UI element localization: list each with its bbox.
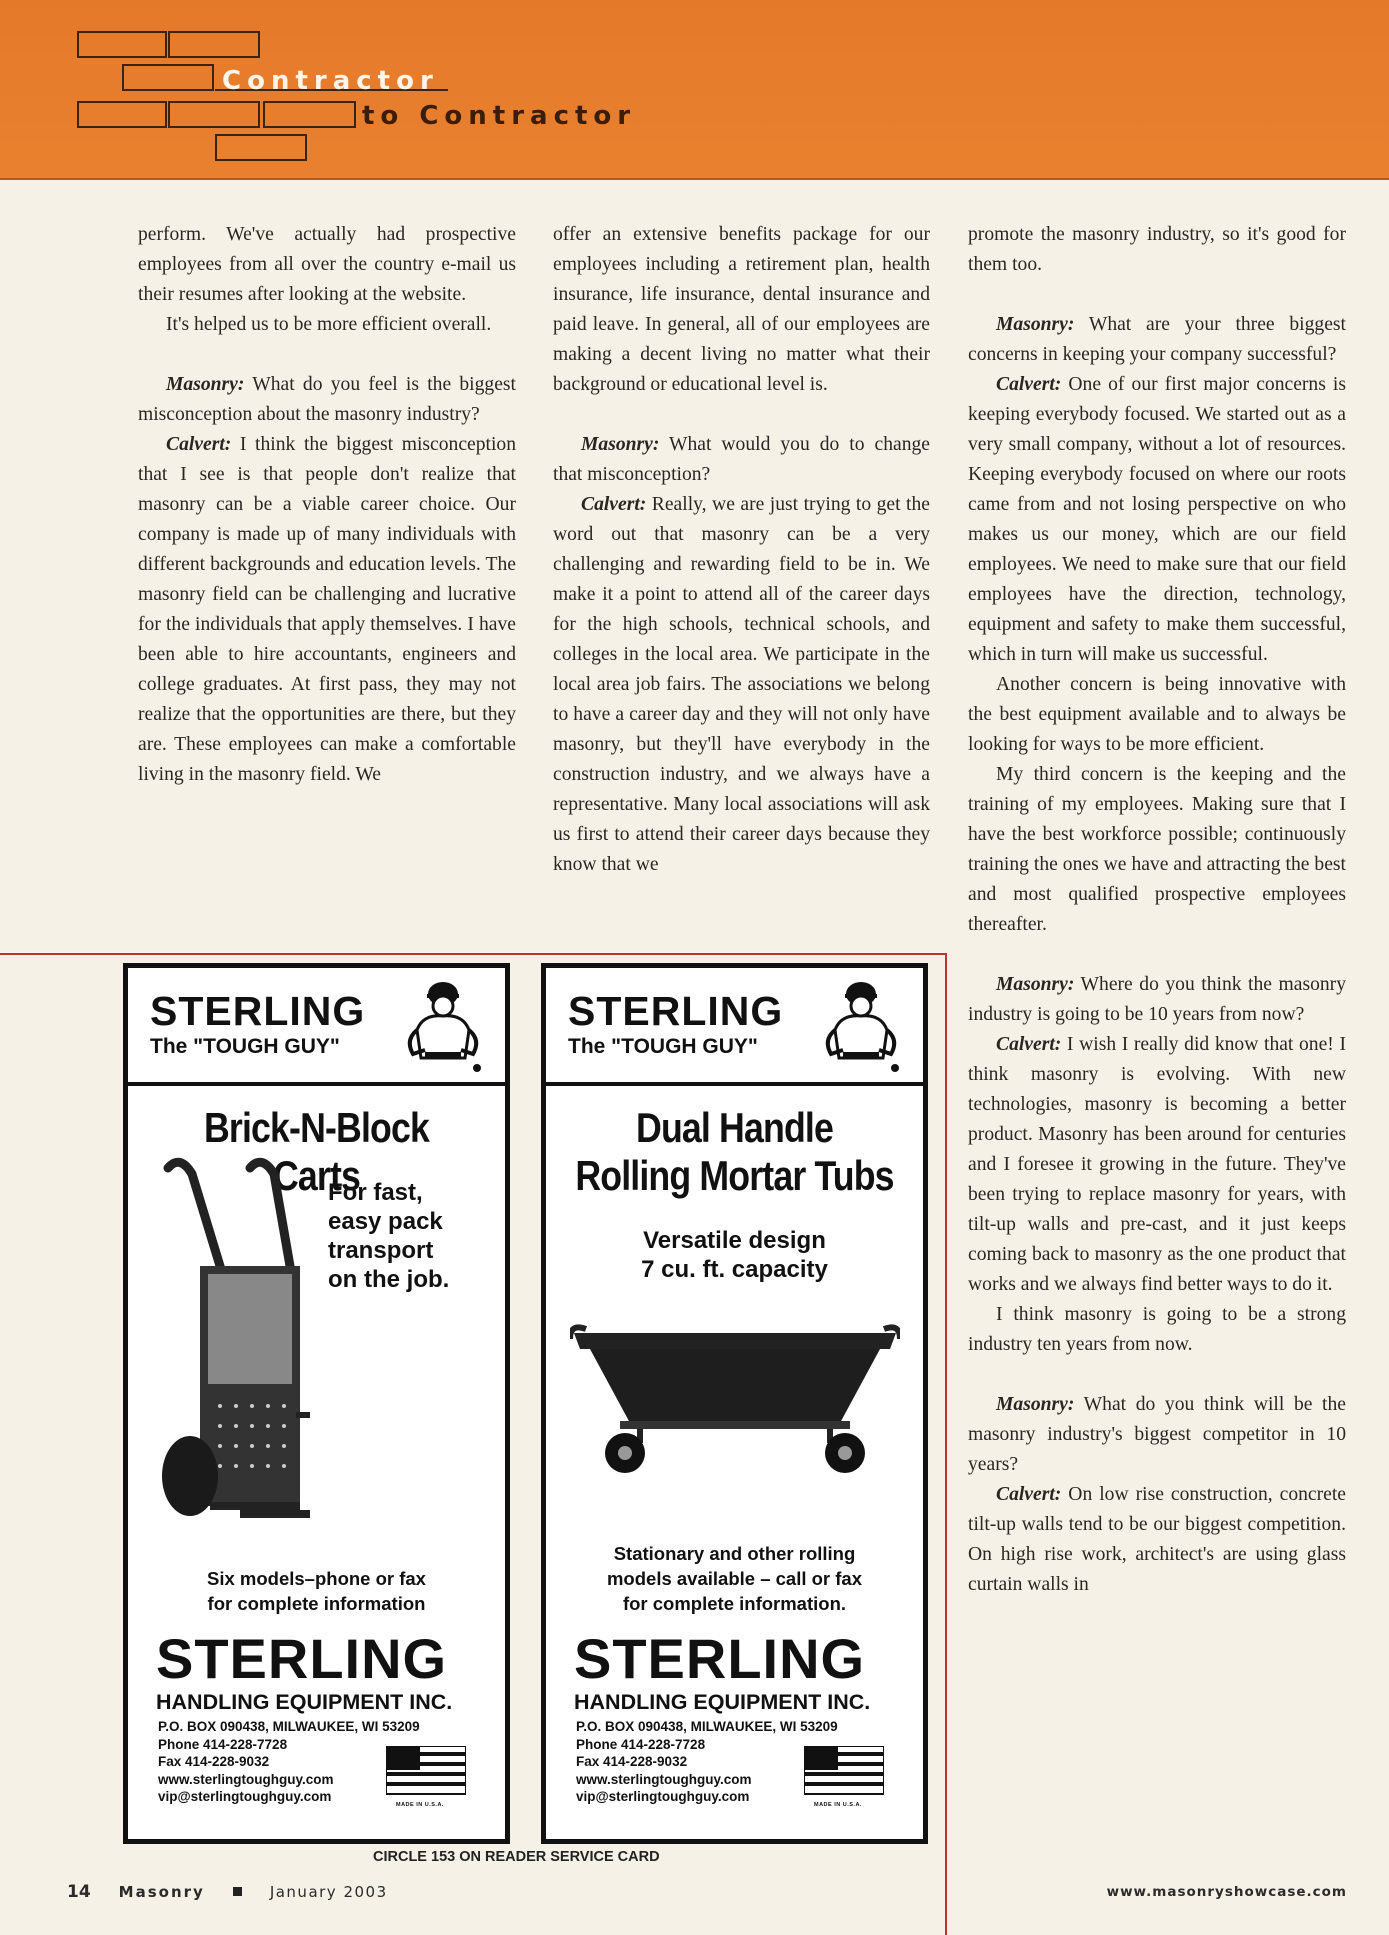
paragraph: perform. We've actually had prospective employees from all over the country e-mail us their resumes after looking at the website. — [138, 224, 516, 305]
note-line: for complete information. — [622, 1593, 847, 1614]
paragraph: It's helped us to be more efficient overall. — [166, 314, 492, 335]
brand-tagline: The "TOUGH GUY" — [568, 1035, 758, 1058]
advertisement-brick-carts — [123, 963, 510, 1844]
answer-text: One of our first major concerns is keeping everybody focused. We started out as a very small company, without a lot of resources. Keeping everybody focused on where our roots came from and not losing perspective on who makes us our money, which are our field employees. We need to make sure that our field employees have the direction, technology, equipment and safety to make them successful, which in turn will make us successful. — [968, 374, 1346, 665]
us-flag-icon — [386, 1746, 466, 1806]
ad-divider-rule — [0, 953, 946, 955]
brick-decoration — [77, 101, 167, 128]
page-footer — [67, 1882, 388, 1902]
brand-name: STERLING — [568, 988, 784, 1034]
section-header-banner — [0, 0, 1389, 180]
paragraph: promote the masonry industry, so it's good for them too. — [968, 224, 1346, 275]
ad-divider-rule — [945, 953, 947, 1935]
feature-list — [546, 1226, 923, 1284]
section-title-line2: to Contractor — [362, 101, 637, 131]
answer-paragraph — [553, 490, 930, 880]
note-line: models available – call or fax — [606, 1568, 863, 1589]
answer-text: I think the biggest misconception that I see is that people don't realize that masonry can be a viable career choice. Our company is made up of many individuals with different backgrounds and education levels. The masonry field can be challenging and lucrative for the individuals that apply themselves. I have been able to hire accountants, engineers and college graduates. At first pass, they may not realize that the opportunities are there, but they are. These employees can make a comfortable living in the masonry field. We — [138, 434, 516, 785]
speaker-label: Calvert: — [166, 434, 232, 455]
article-column-1 — [138, 220, 516, 790]
advertisement-mortar-tubs — [541, 963, 928, 1844]
email-link[interactable]: vip@sterlingtoughguy.com — [576, 1789, 750, 1804]
question-text: Where do you think the masonry industry is going to be 10 years from now? — [968, 974, 1346, 1025]
answer-text: Really, we are just trying to get the word out that masonry can be a very challenging and rewarding field to be in. We make it a point to attend all of the career days for the high schools, technical schools, and colleges in the local area. We participate in the local area job fairs. The associations we belong to have a career day and they will not only have masonry, but they'll have everybody in the construction industry, and we always have a representative. Many local associations will ask us first to attend their career days because they know that we — [553, 494, 930, 875]
article-column-2 — [553, 220, 930, 880]
section-title-line1: Contractor — [222, 66, 439, 96]
paragraph: offer an extensive benefits package for our employees including a retirement plan, health insurance, life insurance, dental insurance and paid leave. In general, all of our employees are making a decent living no matter what their background or educational level is. — [553, 224, 930, 395]
website-link[interactable]: www.sterlingtoughguy.com — [158, 1771, 334, 1787]
answer-paragraph — [968, 1480, 1346, 1600]
footer-website-link[interactable]: www.masonryshowcase.com — [1106, 1884, 1347, 1900]
paragraph: I think masonry is going to be a strong industry ten years from now. — [968, 1304, 1346, 1355]
speaker-label: Calvert: — [996, 1034, 1062, 1055]
phone: Phone 414-228-7728 — [576, 1736, 706, 1752]
article-column-3 — [968, 220, 1346, 1600]
tough-guy-mascot-icon — [821, 980, 901, 1074]
address: P.O. BOX 090438, MILWAUKEE, WI 53209 — [158, 1719, 420, 1734]
question-paragraph — [968, 970, 1346, 1030]
question-paragraph — [553, 430, 930, 490]
title-line: Dual Handle — [636, 1104, 833, 1151]
magazine-name: Masonry — [118, 1883, 205, 1901]
contact-block — [576, 1718, 838, 1806]
made-in-usa-label: MADE IN U.S.A. — [814, 1802, 862, 1808]
page-number: 14 — [67, 1882, 91, 1902]
answer-paragraph — [138, 430, 516, 790]
ad-brand-bar — [546, 968, 923, 1086]
company-logo-text: STERLING — [574, 1627, 866, 1690]
speaker-label: Masonry: — [166, 374, 245, 395]
speaker-label: Masonry: — [996, 314, 1075, 335]
note-line: for complete information — [207, 1593, 426, 1614]
feature-line: For fast, — [328, 1179, 423, 1206]
answer-text: I wish I really did know that one! I think masonry is evolving. With new technologies, masonry is becoming a better product. Masonry has been around for centuries and I foresee it growing in the future. They've been trying to replace masonry for years, with tilt-up walls and pre-cast, and it just keeps coming back to masonry as the one product that works and we always find better ways to do it. — [968, 1034, 1346, 1295]
ad-note — [546, 1541, 923, 1616]
paragraph: Another concern is being innovative with the best equipment available and to always be looking for ways to be more efficient. — [968, 674, 1346, 755]
reader-service-note: CIRCLE 153 ON READER SERVICE CARD — [373, 1849, 660, 1865]
feature-line: Versatile design — [643, 1227, 826, 1254]
brick-decoration — [168, 101, 260, 128]
us-flag-icon — [804, 1746, 884, 1806]
feature-line: easy pack — [328, 1208, 443, 1235]
feature-line: 7 cu. ft. capacity — [641, 1256, 828, 1283]
brick-decoration — [77, 31, 167, 58]
answer-paragraph — [968, 1030, 1346, 1300]
ad-brand-bar — [128, 968, 505, 1086]
title-line: Rolling Mortar Tubs — [575, 1152, 894, 1199]
contact-block — [158, 1718, 420, 1806]
made-in-usa-label: MADE IN U.S.A. — [396, 1802, 444, 1808]
question-text: What are your three biggest concerns in keeping your company successful? — [968, 314, 1346, 365]
note-line: Stationary and other rolling — [613, 1543, 856, 1564]
brand-name: STERLING — [150, 988, 366, 1034]
question-text: What do you think will be the masonry industry's biggest competitor in 10 years? — [968, 1394, 1346, 1475]
brick-decoration — [215, 134, 307, 161]
square-bullet-icon — [233, 1887, 242, 1896]
tough-guy-mascot-icon — [403, 980, 483, 1074]
feature-line: transport — [328, 1237, 434, 1264]
company-name: HANDLING EQUIPMENT INC. — [156, 1690, 453, 1714]
mortar-tub-illustration — [570, 1303, 900, 1478]
issue-date: January 2003 — [269, 1883, 388, 1901]
ad-note — [128, 1566, 505, 1616]
speaker-label: Calvert: — [996, 374, 1062, 395]
question-text: What do you feel is the biggest misconception about the masonry industry? — [138, 374, 516, 425]
product-title: Brick-N-Block Carts — [203, 1104, 430, 1199]
question-paragraph — [968, 1390, 1346, 1480]
brick-decoration — [122, 64, 214, 91]
fax: Fax 414-228-9032 — [576, 1754, 688, 1769]
website-link[interactable]: www.sterlingtoughguy.com — [576, 1771, 752, 1787]
question-paragraph — [968, 310, 1346, 370]
fax: Fax 414-228-9032 — [158, 1754, 270, 1769]
phone: Phone 414-228-7728 — [158, 1736, 288, 1752]
speaker-label: Calvert: — [996, 1484, 1062, 1505]
speaker-label: Masonry: — [996, 974, 1075, 995]
address: P.O. BOX 090438, MILWAUKEE, WI 53209 — [576, 1719, 838, 1734]
note-line: Six models–phone or fax — [207, 1568, 426, 1589]
brick-decoration — [263, 101, 356, 128]
feature-list — [328, 1178, 449, 1294]
answer-text: On low rise construction, concrete tilt-up walls tend to be our biggest competition. On high rise work, architect's are using glass curtain walls in — [968, 1484, 1346, 1595]
answer-paragraph — [968, 370, 1346, 670]
email-link[interactable]: vip@sterlingtoughguy.com — [158, 1789, 332, 1804]
question-paragraph — [138, 370, 516, 430]
company-logo-text: STERLING — [156, 1627, 448, 1690]
product-title — [574, 1104, 894, 1200]
feature-line: on the job. — [328, 1266, 450, 1293]
speaker-label: Masonry: — [996, 1394, 1075, 1415]
paragraph: My third concern is the keeping and the training of my employees. Making sure that I have the best workforce possible; continuously training the ones we have and attracting the best and most qualified prospective employees thereafter. — [968, 764, 1346, 935]
company-name: HANDLING EQUIPMENT INC. — [574, 1690, 871, 1714]
brand-tagline: The "TOUGH GUY" — [150, 1035, 340, 1058]
brick-decoration — [168, 31, 260, 58]
speaker-label: Masonry: — [581, 434, 660, 455]
question-text: What would you do to change that misconception? — [553, 434, 930, 485]
brick-cart-illustration — [150, 1146, 310, 1531]
speaker-label: Calvert: — [581, 494, 647, 515]
